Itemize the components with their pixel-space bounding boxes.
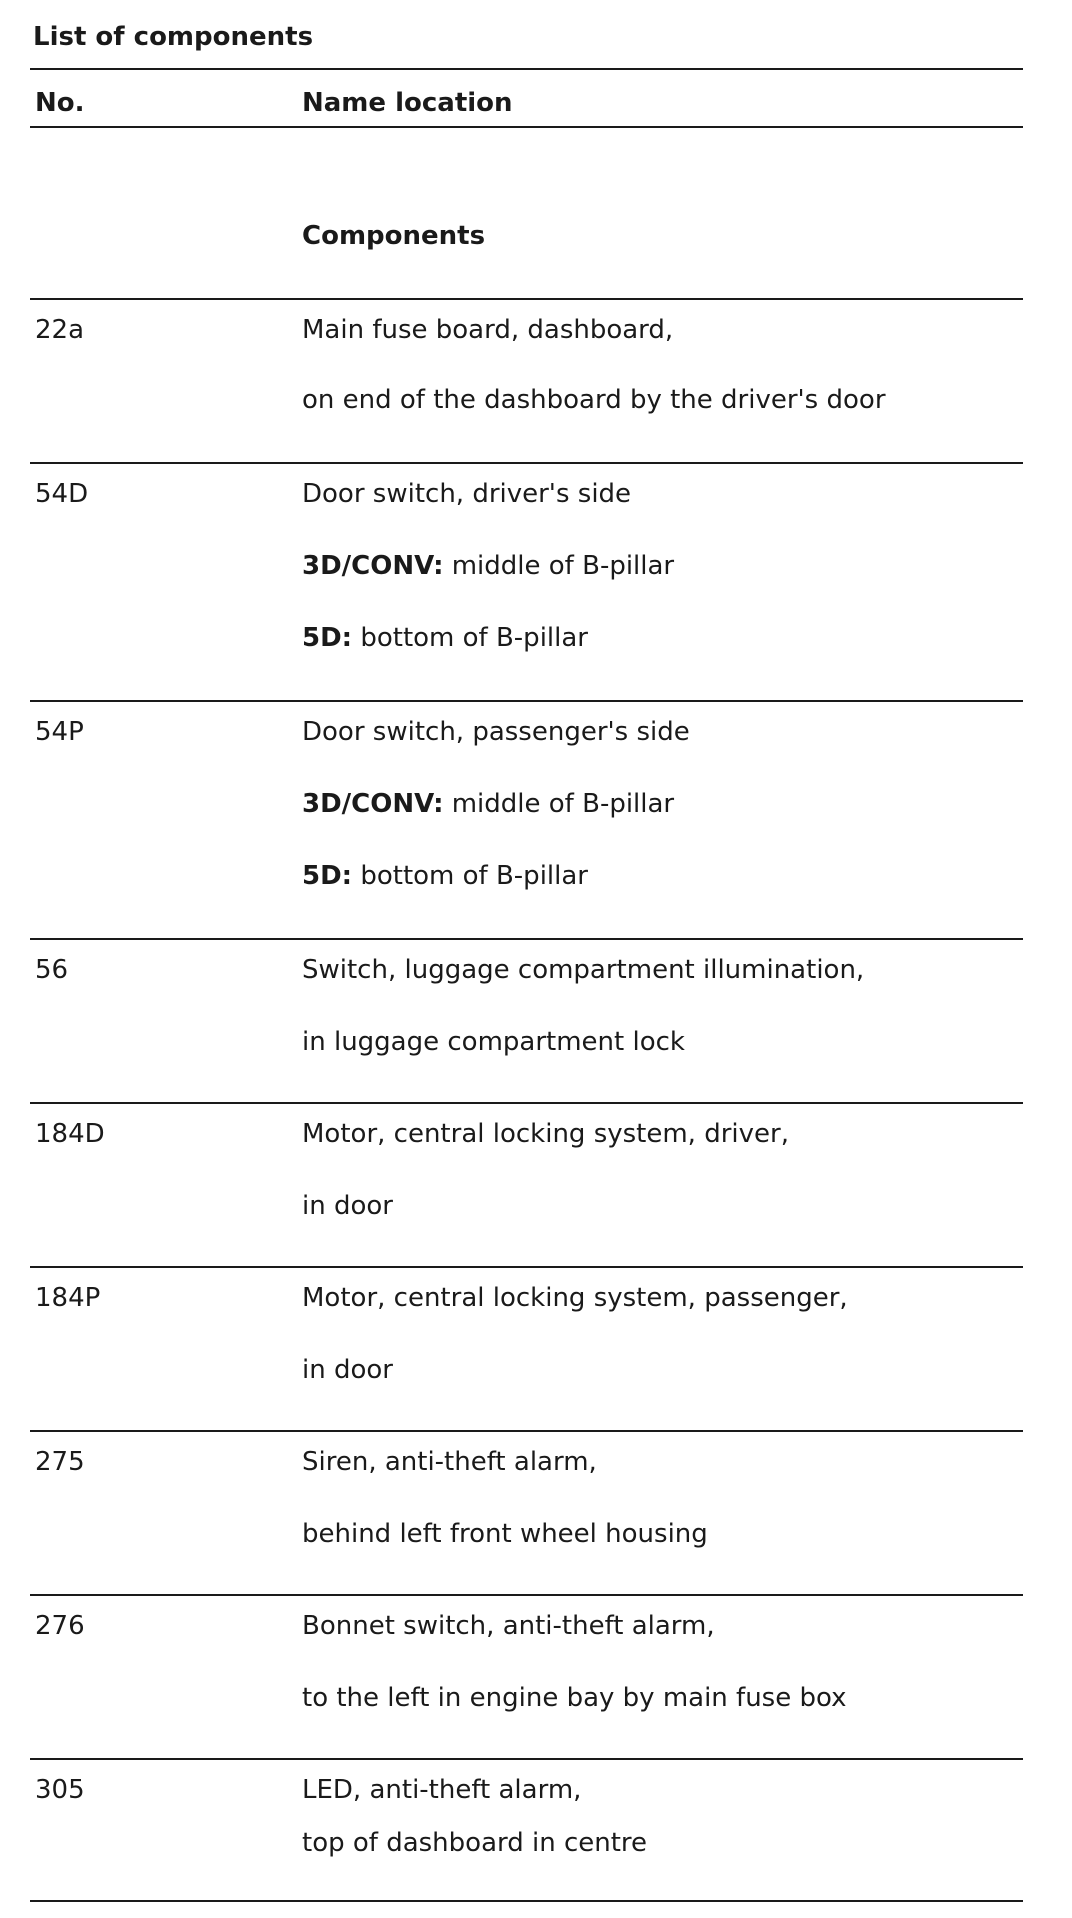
row-rule <box>30 462 1023 464</box>
row-rule <box>30 298 1023 300</box>
section-heading: Components <box>302 221 486 251</box>
row-rule <box>30 1102 1023 1104</box>
row-rule <box>30 938 1023 940</box>
component-line <box>302 314 673 346</box>
line-text: bottom of B-pillar <box>352 861 588 891</box>
line-text: top of dashboard in centre <box>302 1828 648 1858</box>
line-prefix: 5D: <box>302 861 353 891</box>
line-text: middle of B-pillar <box>443 789 675 819</box>
line-text: behind left front wheel housing <box>302 1519 708 1549</box>
line-text: Door switch, driver's side <box>302 479 632 509</box>
component-line <box>302 1026 685 1058</box>
component-number: 275 <box>35 1447 85 1477</box>
component-line <box>302 1610 715 1642</box>
component-line <box>302 384 886 416</box>
component-number: 276 <box>35 1611 85 1641</box>
component-number: 184P <box>35 1283 101 1313</box>
component-number: 54D <box>35 479 89 509</box>
row-rule <box>30 1594 1023 1596</box>
component-line <box>302 954 864 986</box>
row-rule <box>30 1266 1023 1268</box>
line-text: in door <box>302 1355 393 1385</box>
component-line <box>302 550 674 582</box>
line-prefix: 3D/CONV: <box>302 789 444 819</box>
line-prefix: 3D/CONV: <box>302 551 444 581</box>
component-line <box>302 478 631 510</box>
line-text: in door <box>302 1191 393 1221</box>
component-line <box>302 622 588 654</box>
component-line <box>302 1118 789 1150</box>
line-text: Motor, central locking system, passenger, <box>302 1283 848 1313</box>
component-line <box>302 1774 581 1806</box>
component-number: 305 <box>35 1775 85 1805</box>
component-line <box>302 1354 393 1386</box>
line-text: on end of the dashboard by the driver's door <box>302 385 886 415</box>
line-prefix: 5D: <box>302 623 353 653</box>
component-number: 56 <box>35 955 69 985</box>
line-text: in luggage compartment lock <box>302 1027 685 1057</box>
row-rule <box>30 1758 1023 1760</box>
line-text: bottom of B-pillar <box>352 623 588 653</box>
line-text: middle of B-pillar <box>443 551 675 581</box>
column-header-no: No. <box>35 88 85 118</box>
component-line <box>302 1190 393 1222</box>
line-text: Siren, anti-theft alarm, <box>302 1447 597 1477</box>
component-line <box>302 860 588 892</box>
document-title: List of components <box>33 22 314 52</box>
component-number: 22a <box>35 315 85 345</box>
line-text: Door switch, passenger's side <box>302 717 690 747</box>
header-bottom-rule <box>30 126 1023 128</box>
component-line <box>302 1682 847 1714</box>
component-number: 184D <box>35 1119 105 1149</box>
line-text: Motor, central locking system, driver, <box>302 1119 789 1149</box>
component-line <box>302 1518 708 1550</box>
column-header-name-location: Name location <box>302 88 513 118</box>
row-rule <box>30 700 1023 702</box>
line-text: Bonnet switch, anti-theft alarm, <box>302 1611 715 1641</box>
line-text: to the left in engine bay by main fuse box <box>302 1683 847 1713</box>
line-text: LED, anti-theft alarm, <box>302 1775 582 1805</box>
header-top-rule <box>30 68 1023 70</box>
component-line <box>302 1827 647 1859</box>
component-line <box>302 1282 848 1314</box>
component-line <box>302 1446 597 1478</box>
line-text: Main fuse board, dashboard, <box>302 315 674 345</box>
component-line <box>302 788 674 820</box>
component-line <box>302 716 690 748</box>
line-text: Switch, luggage compartment illumination, <box>302 955 865 985</box>
table-bottom-rule <box>30 1900 1023 1902</box>
component-number: 54P <box>35 717 84 747</box>
row-rule <box>30 1430 1023 1432</box>
